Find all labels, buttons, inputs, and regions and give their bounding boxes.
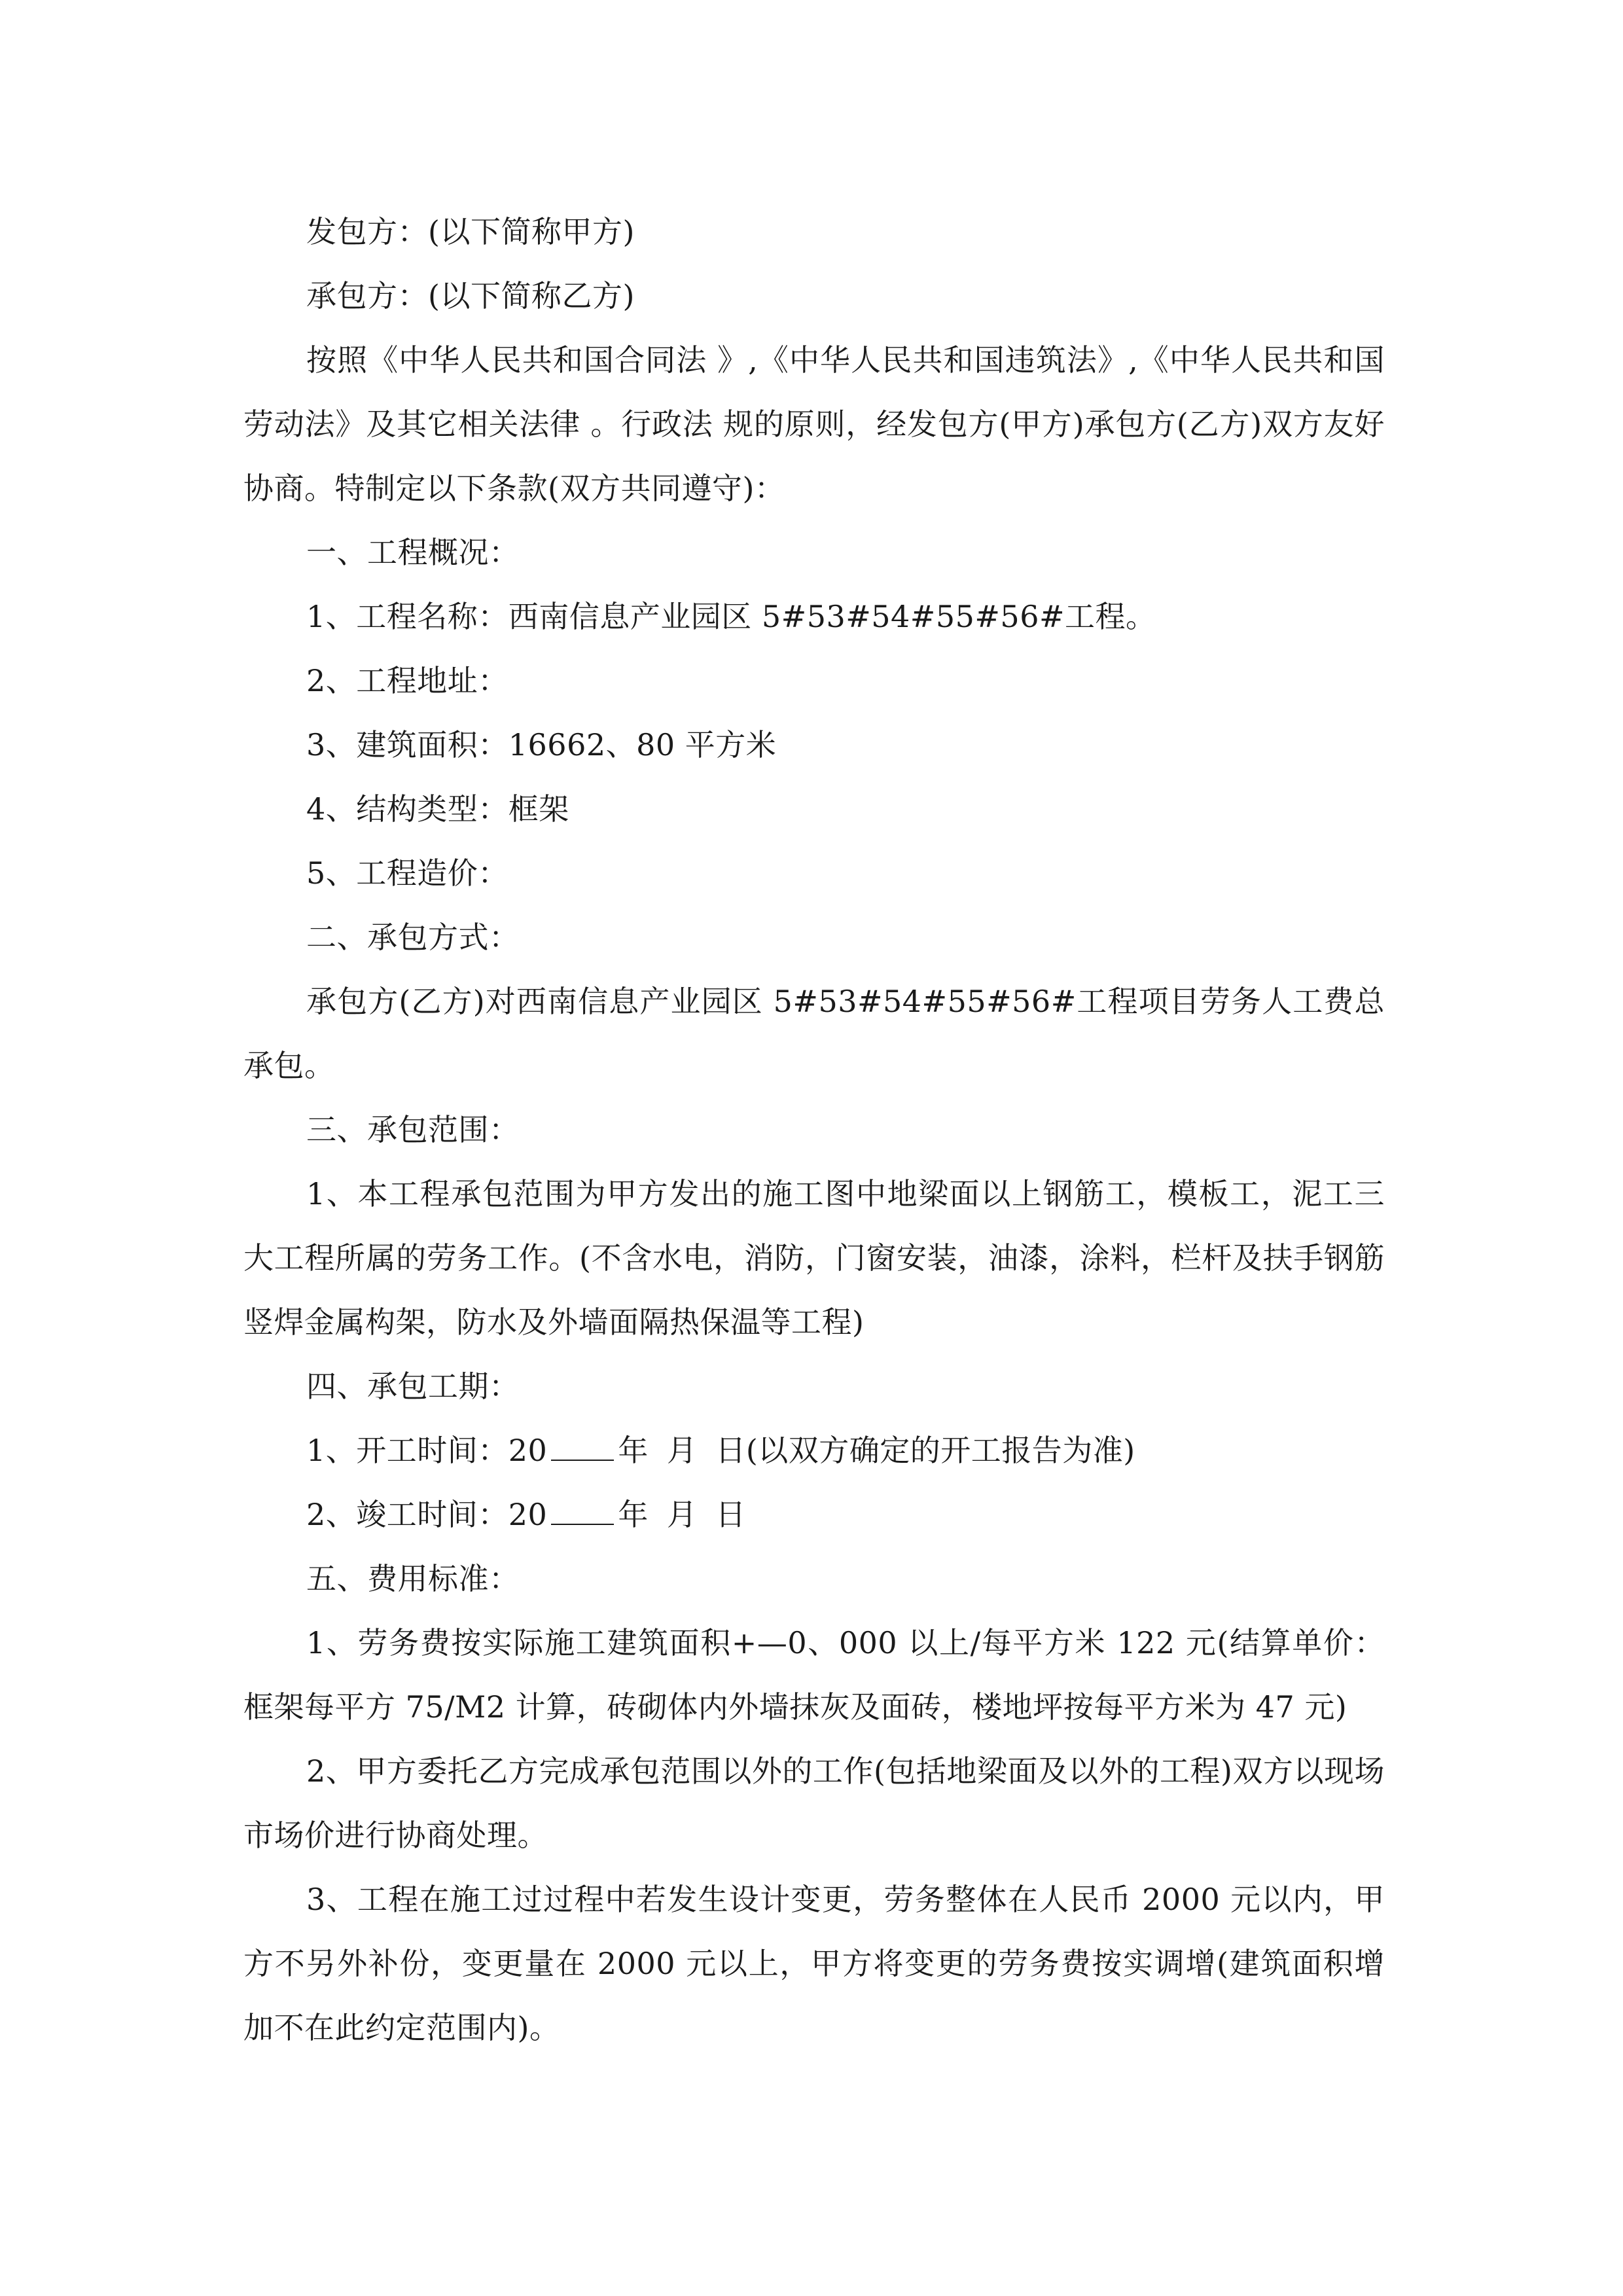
end-month-unit: 月 [666, 1497, 698, 1532]
start-month-unit: 月 [666, 1433, 698, 1468]
end-date-label: 2、竣工时间：20 [306, 1497, 548, 1532]
preamble-paragraph: 按照《中华人民共和国合同法 》,《中华人民共和国违筑法》,《中华人民共和国劳动法》及其它相关法律 。行政法 规的原则，经发包方(甲方)承包方(乙方)双方友好协商。特制定以下条款(双方共同遵守)： [243, 342, 1385, 506]
fee-item-3: 3、工程在施工过过程中若发生设计变更，劳务整体在人民币 2000 元以内，甲方不另外补份，变更量在 2000 元以上，甲方将变更的劳务费按实调增(建筑面积增加不在此约定范围内)。 [243, 1882, 1385, 2045]
party-a-line: 发包方：(以下简称甲方) [306, 214, 635, 249]
party-b-line: 承包方：(以下简称乙方) [306, 278, 635, 314]
section-5-heading: 五、费用标准： [306, 1561, 520, 1596]
start-year-blank [551, 1433, 614, 1461]
structure-type-item: 4、结构类型：框架 [306, 791, 569, 827]
contract-body [243, 200, 1385, 2060]
project-name-item: 1、工程名称：西南信息产业园区 5#53#54#55#56#工程。 [306, 599, 1156, 634]
section-2-heading: 二、承包方式： [306, 920, 520, 955]
start-date-line [243, 1418, 1385, 1482]
building-area-item: 3、建筑面积：16662、80 平方米 [306, 727, 777, 762]
fee-item-2: 2、甲方委托乙方完成承包范围以外的工作(包括地梁面及以外的工程)双方以现场市场价进行协商处理。 [243, 1753, 1385, 1853]
project-address-item: 2、工程地址： [306, 663, 508, 698]
fee-item-1: 1、劳务费按实际施工建筑面积+—0、000 以上/每平方米 122 元(结算单价：框架每平方 75/M2 计算，砖砌体内外墙抹灰及面砖，楼地坪按每平方米为 47 元) [243, 1625, 1385, 1725]
end-year-unit: 年 [618, 1497, 649, 1532]
start-date-label: 1、开工时间：20 [306, 1433, 548, 1468]
end-year-blank [551, 1498, 614, 1525]
end-day-unit: 日 [715, 1497, 746, 1532]
scope-paragraph: 1、本工程承包范围为甲方发出的施工图中地梁面以上钢筋工，模板工，泥工三大工程所属的劳务工作。(不含水电，消防，门窗安装，油漆，涂料，栏杆及扶手钢筋竖焊金属构架，防水及外墙面隔热保温等工程) [243, 1176, 1385, 1340]
start-day-unit: 日(以双方确定的开工报告为准) [715, 1433, 1135, 1468]
end-date-line [243, 1482, 1385, 1547]
section-4-heading: 四、承包工期： [306, 1369, 520, 1404]
start-year-unit: 年 [618, 1433, 649, 1468]
section-3-heading: 三、承包范围： [306, 1112, 520, 1147]
section-1-heading: 一、工程概况： [306, 535, 520, 570]
project-cost-item: 5、工程造价： [306, 855, 508, 891]
contract-method-paragraph: 承包方(乙方)对西南信息产业园区 5#53#54#55#56#工程项目劳务人工费总承包。 [243, 984, 1385, 1083]
